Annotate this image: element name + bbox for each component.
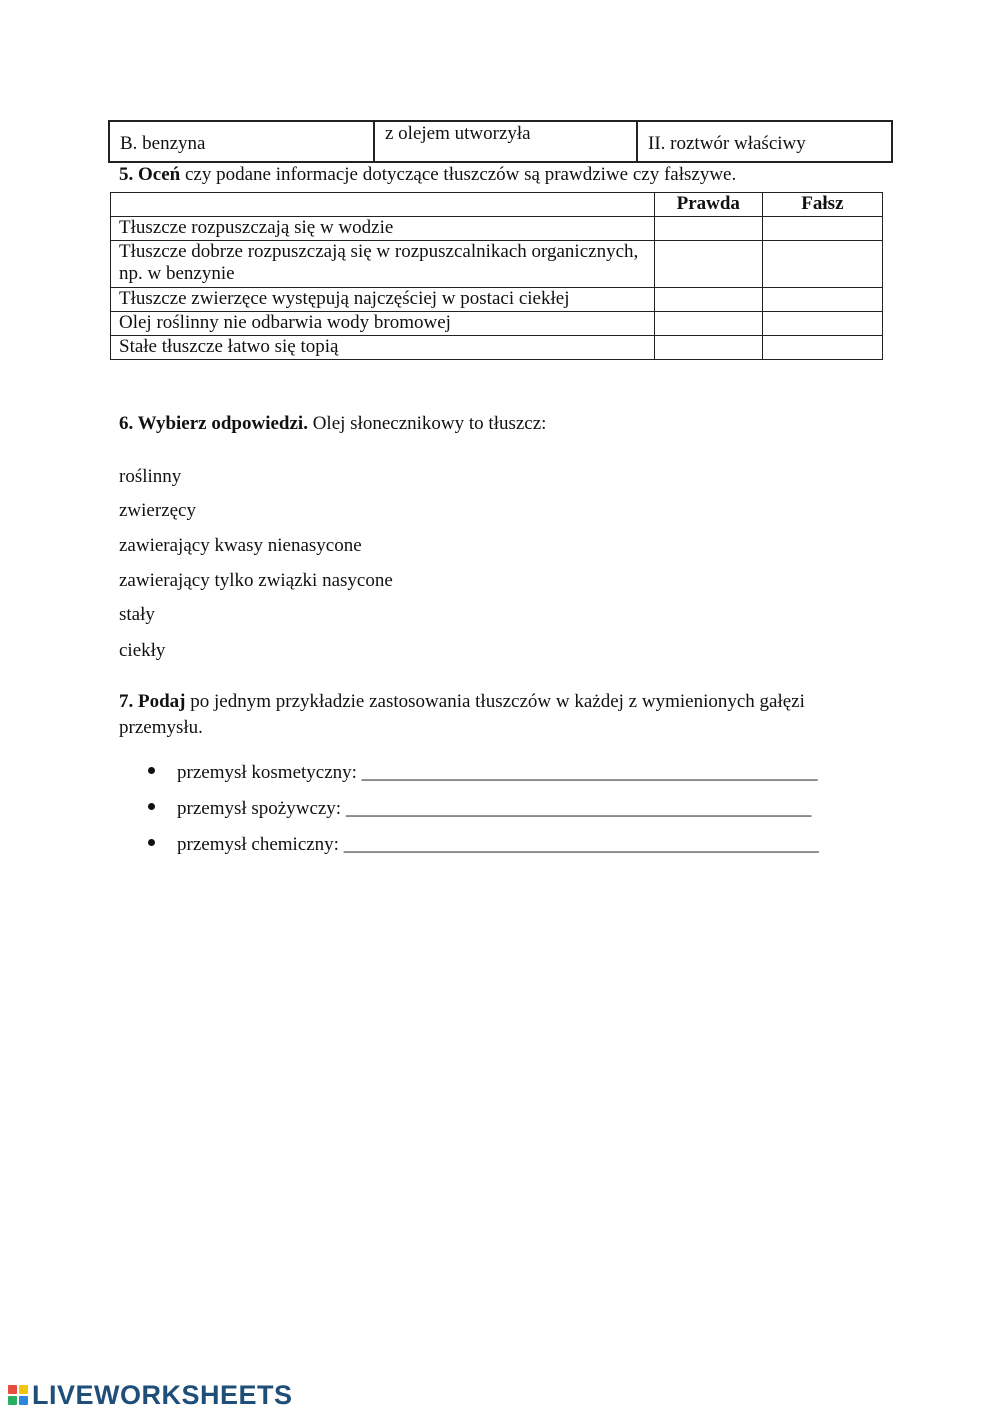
answer-cell-true[interactable] [654, 336, 762, 360]
statement-cell: Tłuszcze rozpuszczają się w wodzie [111, 217, 655, 241]
answer-cell-false[interactable] [762, 336, 882, 360]
logo-blocks-icon [8, 1385, 28, 1405]
bullet-icon [148, 803, 155, 810]
option-unsaturated-acids[interactable]: zawierający kwasy nienasycone [119, 535, 362, 556]
table-row [111, 336, 883, 360]
table-row [111, 241, 883, 288]
true-false-table [110, 192, 883, 360]
bullet-icon [148, 839, 155, 846]
answer-cell-true[interactable] [654, 241, 762, 288]
column-header-true: Prawda [654, 193, 762, 217]
list-item [148, 834, 819, 856]
table-row [111, 217, 883, 241]
answer-cell-true[interactable] [654, 312, 762, 336]
option-liquid[interactable]: ciekły [119, 640, 166, 661]
matching-table-row [108, 120, 893, 163]
q7-number: 7. Podaj [119, 691, 186, 712]
industry-chemical-answer[interactable]: przemysł chemiczny: __________________________________________________ [177, 834, 819, 855]
answer-cell-true[interactable] [654, 217, 762, 241]
logo-text: LIVEWORKSHEETS [32, 1379, 293, 1410]
statement-cell: Tłuszcze zwierzęce występują najczęściej w postaci ciekłej [111, 288, 655, 312]
industry-cosmetic-answer[interactable]: przemysł kosmetyczny: ________________________________________________ [177, 762, 818, 783]
answer-cell-false[interactable] [762, 288, 882, 312]
option-animal[interactable]: zwierzęcy [119, 500, 196, 521]
matching-cell-solution-type: II. roztwór właściwy [637, 121, 892, 162]
table-row [111, 288, 883, 312]
bullet-icon [148, 767, 155, 774]
option-saturated-only[interactable]: zawierający tylko związki nasycone [119, 570, 393, 591]
statement-cell: Stałe tłuszcze łatwo się topią [111, 336, 655, 360]
matching-cell-middle: z olejem utworzyła [374, 121, 637, 162]
q6-instruction: Olej słonecznikowy to tłuszcz: [307, 413, 547, 434]
q5-number: 5. Oceń [119, 164, 181, 185]
industry-food-answer[interactable]: przemysł spożywczy: _________________________________________________ [177, 798, 812, 819]
q7-instruction: po jednym przykładzie zastosowania tłuszczów w każdej z wymienionych gałęzi przemysłu. [119, 691, 805, 738]
option-plant[interactable]: roślinny [119, 466, 182, 487]
statement-cell: Olej roślinny nie odbarwia wody bromowej [111, 312, 655, 336]
q5-instruction: czy podane informacje dotyczące tłuszczów są prawdziwe czy fałszywe. [180, 164, 737, 185]
answer-cell-false[interactable] [762, 312, 882, 336]
table-header-empty [111, 193, 655, 217]
q5-heading [119, 164, 736, 186]
list-item [148, 798, 811, 820]
answer-cell-false[interactable] [762, 241, 882, 288]
liveworksheets-logo[interactable] [8, 1380, 293, 1410]
table-row [111, 312, 883, 336]
statement-cell: Tłuszcze dobrze rozpuszczają się w rozpuszcalnikach organicznych, np. w benzynie [111, 241, 655, 288]
matching-cell-substance: B. benzyna [109, 121, 374, 162]
list-item [148, 762, 818, 784]
q6-heading [119, 411, 546, 437]
answer-cell-false[interactable] [762, 217, 882, 241]
column-header-false: Fałsz [762, 193, 882, 217]
q7-heading [119, 689, 879, 741]
answer-cell-true[interactable] [654, 288, 762, 312]
option-solid[interactable]: stały [119, 604, 155, 625]
q6-number: 6. Wybierz odpowiedzi. [119, 413, 308, 434]
